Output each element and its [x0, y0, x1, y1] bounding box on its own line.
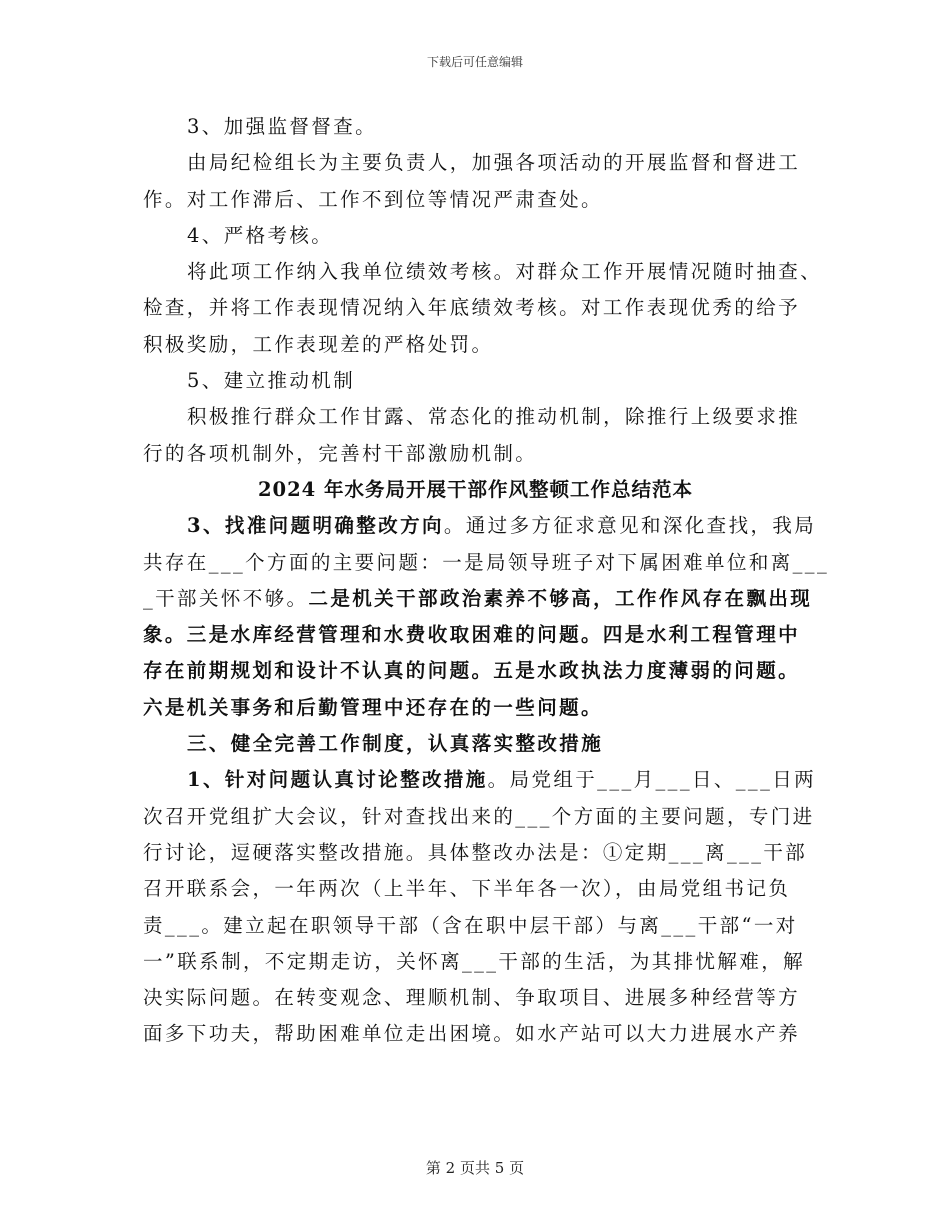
item5-line-2: 行的各项机制外，完善村干部激励机制。 [143, 441, 538, 465]
para-3-line-6: 六是机关事务和后勤管理中还存在的一些问题。 [143, 695, 603, 719]
para-3-heading: 3、找准问题明确整改方向 [187, 514, 444, 538]
para-3-line-3-bold: 二是机关干部政治素养不够高，工作作风存在飘出现 [308, 586, 813, 610]
para-1-line-2: 次召开党组扩大会议，针对查找出来的___个方面的主要问题，专门进 [143, 804, 815, 828]
para-1-line-8: 面多下功夫，帮助困难单位走出困境。如水产站可以大力进展水产养 [143, 1022, 801, 1046]
para-1-line-1-text: 。局党组于___月___日、___日两 [487, 768, 817, 792]
item5-line-1: 积极推行群众工作甘露、常态化的推动机制，除推行上级要求推 [187, 405, 801, 429]
para-3-line-5: 存在前期规划和设计不认真的问题。五是水政执法力度薄弱的问题。 [143, 659, 801, 683]
section-heading-3: 三、健全完善工作制度，认真落实整改措施 [187, 732, 604, 756]
para-3-line-3 [143, 581, 813, 617]
para-3-line-3-normal: _干部关怀不够。 [143, 586, 309, 610]
para-3-line-1-text: 。通过多方征求意见和深化查找，我局 [443, 514, 817, 538]
para-1-line-1 [143, 762, 817, 798]
document-title: 2024 年水务局开展干部作风整顿工作总结范本 [257, 477, 694, 501]
para-3-line-1 [143, 508, 817, 544]
para-1-line-7: 决实际问题。在转变观念、理顺机制、争取项目、进展多种经营等方 [143, 986, 801, 1010]
para-1-line-5: 责___。建立起在职领导干部（含在职中层干部）与离___干部“一对 [143, 913, 798, 937]
page-number: 第 2 页共 5 页 [425, 1159, 525, 1177]
document-body [143, 109, 830, 1053]
para-3-line-4: 象。三是水库经营管理和水费收取困难的问题。四是水利工程管理中 [143, 623, 801, 647]
item3-line-2: 作。对工作滞后、工作不到位等情况严肃查处。 [143, 187, 603, 211]
item4-line-2: 检查，并将工作表现情况纳入年底绩效考核。对工作表现优秀的给予 [143, 296, 801, 320]
para-1-heading: 1、针对问题认真讨论整改措施 [187, 768, 488, 792]
item4-line-1: 将此项工作纳入我单位绩效考核。对群众工作开展情况随时抽查、 [187, 260, 823, 284]
para-1-line-4: 召开联系会，一年两次（上半年、下半年各一次），由局党组书记负 [143, 877, 791, 901]
header-note: 下载后可任意编辑 [426, 55, 523, 69]
item4-title: 4、严格考核。 [187, 223, 334, 247]
item3-title: 3、加强监督督查。 [187, 115, 378, 138]
item3-line-1: 由局纪检组长为主要负责人，加强各项活动的开展监督和督进工 [187, 151, 801, 175]
para-1-line-6: 一”联系制，不定期走访，关怀离___干部的生活，为其排忧解难，解 [143, 949, 806, 973]
para-1-line-3: 行讨论，逗硬落实整改措施。具体整改办法是：①定期___离___干部 [143, 840, 808, 864]
item5-title: 5、建立推动机制 [187, 369, 356, 393]
para-3-line-2: 共存在___个方面的主要问题：一是局领导班子对下属困难单位和离___ [143, 550, 830, 574]
item4-line-3: 积极奖励，工作表现差的严格处罚。 [143, 332, 494, 356]
